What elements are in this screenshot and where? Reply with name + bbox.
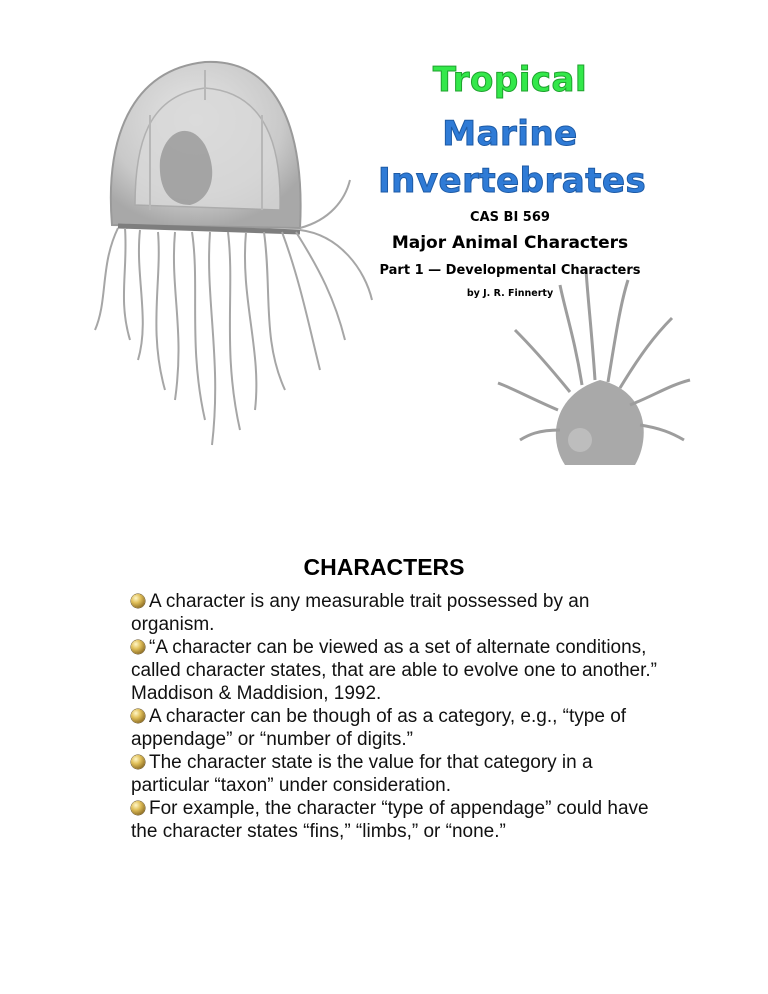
- gold-sphere-icon: [131, 594, 145, 608]
- slide-heading: CHARACTERS: [303, 554, 465, 580]
- small-medusa-illustration: [498, 270, 690, 465]
- title-marine: Marine: [442, 114, 578, 154]
- list-item: For example, the character “type of appendage” could have the character states “fins,” “limbs,” or “none.”: [131, 798, 649, 842]
- part-label: Part 1 — Developmental Characters: [379, 263, 641, 278]
- list-item: A character can be though of as a category, e.g., “type of appendage” or “number of digits.”: [131, 706, 627, 750]
- list-item: “A character can be viewed as a set of alternate conditions, called character states, that are able to evolve one to another.” Maddison & Maddision, 1992.: [131, 637, 657, 704]
- gold-sphere-icon: [131, 709, 145, 723]
- gold-sphere-icon: [131, 801, 145, 815]
- title-tropical: Tropical: [432, 60, 588, 100]
- gold-sphere-icon: [131, 640, 145, 654]
- subtitle: Major Animal Characters: [391, 233, 629, 253]
- author-credit: by J. R. Finnerty: [466, 288, 554, 299]
- course-code: CAS BI 569: [470, 210, 550, 225]
- list-item: A character is any measurable trait possessed by an organism.: [131, 591, 590, 635]
- gold-sphere-icon: [131, 755, 145, 769]
- characters-slide: [0, 540, 768, 940]
- bullet-list: [131, 590, 671, 843]
- title-invertebrates: Invertebrates: [378, 161, 647, 201]
- list-item: The character state is the value for that category in a particular “taxon” under consideration.: [131, 752, 593, 796]
